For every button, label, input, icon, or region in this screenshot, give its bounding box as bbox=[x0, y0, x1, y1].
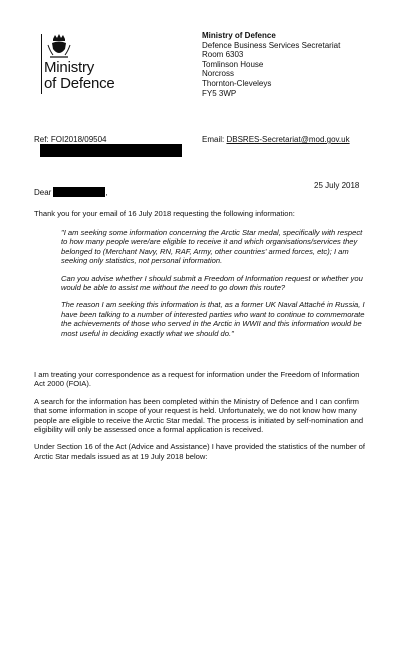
salutation: Dear , bbox=[34, 188, 108, 197]
royal-crest-icon bbox=[46, 33, 72, 59]
address-line: FY5 3WP bbox=[202, 88, 237, 98]
request-quote bbox=[61, 228, 367, 346]
reference-number: Ref: FOI2018/09504 bbox=[34, 135, 107, 144]
sender-address-block bbox=[202, 31, 340, 98]
quote-paragraph: Can you advise whether I should submit a Freedom of Information request or whether you would be able to assist me without the need to go down this route? bbox=[61, 273, 363, 293]
quote-paragraph: The reason I am seeking this information is that, as a former UK Naval Attaché in Russia, I have been talking to a number of interested parties who want to continue to commemorate the achievements of those who served in the Arctic in WWII and this information would be most useful in deciding exactly what we should do." bbox=[61, 300, 365, 338]
address-line: Defence Business Services Secretariat bbox=[202, 40, 341, 50]
redacted-recipient-name bbox=[40, 144, 182, 157]
ministry-logo-text bbox=[44, 60, 115, 92]
paragraph: A search for the information has been completed within the Ministry of Defence and I can confirm that some information in scope of your request is held. Unfortunately, we do not know how many people are eligible to receive the Arctic Star medal. The process is initiated by self-nomination and eligibility will only be assessed once a formal application is received. bbox=[34, 396, 364, 435]
letter-date: 25 July 2018 bbox=[314, 181, 360, 190]
address-line: Tomlinson House bbox=[202, 59, 264, 69]
response-paragraphs bbox=[34, 370, 368, 469]
sender-organisation: Ministry of Defence bbox=[202, 31, 276, 40]
salutation-text: Dear bbox=[34, 188, 52, 197]
address-line: Thornton-Cleveleys bbox=[202, 78, 272, 88]
address-line: Room 6303 bbox=[202, 50, 244, 60]
email-line bbox=[202, 135, 350, 144]
address-line: Norcross bbox=[202, 69, 235, 79]
paragraph: Thank you for your email of 16 July 2018 requesting the following information: bbox=[34, 209, 295, 218]
email-label: Email: bbox=[202, 135, 225, 144]
paragraph: I am treating your correspondence as a request for information under the Freedom of Information Act 2000 (FOIA). bbox=[34, 370, 360, 389]
email-link[interactable]: DBSRES-Secretariat@mod.gov.uk bbox=[226, 135, 350, 144]
intro-paragraph bbox=[34, 209, 368, 226]
quote-paragraph: "I am seeking some information concerning the Arctic Star medal, specifically with respect to how many people were/are eligible to receive it and which organisations/services they belonged to (Merchant Navy, RN, RAF, Army, other countries' armed forces, etc); I am seeking only statistics, not personal information. bbox=[61, 228, 363, 266]
paragraph: Under Section 16 of the Act (Advice and Assistance) I have provided the statistics of the number of Arctic Star medals issued as at 19 July 2018 below: bbox=[34, 442, 365, 461]
redacted-salutation-name bbox=[53, 187, 105, 197]
logo-divider bbox=[41, 34, 42, 94]
logo-line-1: Ministry bbox=[44, 59, 95, 76]
logo-line-2: of Defence bbox=[44, 75, 115, 92]
